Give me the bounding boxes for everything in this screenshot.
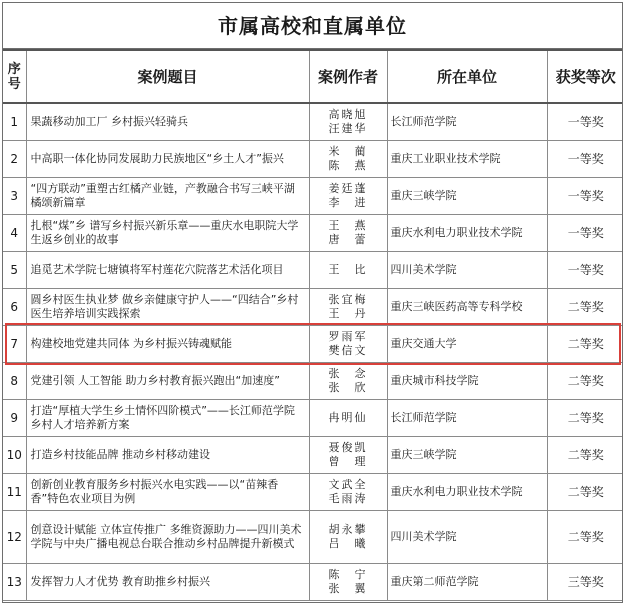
case-title: 党建引领 人工智能 助力乡村教育振兴跑出“加速度” [26, 362, 309, 399]
unit-name: 重庆三峡医药高等专科学校 [387, 288, 547, 325]
award-level: 二等奖 [547, 325, 623, 362]
row-number: 11 [3, 473, 26, 510]
author-name: 罗雨军 [328, 329, 368, 343]
table-row [3, 436, 623, 473]
unit-name: 重庆城市科技学院 [387, 362, 547, 399]
row-number: 5 [3, 251, 26, 288]
author-name: 王 燕 [328, 218, 368, 232]
header-unit: 所在单位 [387, 50, 547, 103]
author-name: 樊信文 [328, 343, 368, 357]
case-authors [309, 251, 387, 288]
author-name: 文武全 [328, 477, 368, 491]
table-row [3, 288, 623, 325]
header-row [3, 50, 623, 103]
table-row [3, 140, 623, 177]
author-name: 张 念 [328, 366, 368, 380]
author-name: 王 比 [328, 262, 368, 276]
header-author: 案例作者 [309, 50, 387, 103]
awards-table-frame [2, 2, 623, 603]
author-name: 聂俊凯 [328, 440, 368, 454]
case-title: 中高职一体化协同发展助力民族地区“乡土人才”振兴 [26, 140, 309, 177]
author-name: 米 蔺 [328, 144, 368, 158]
case-title: 打造“厚植大学生乡土情怀四阶模式”——长江师范学院乡村人才培养新方案 [26, 399, 309, 436]
row-number: 9 [3, 399, 26, 436]
award-level: 二等奖 [547, 288, 623, 325]
case-authors [309, 473, 387, 510]
case-title: 创意设计赋能 立体宣传推广 多维资源助力——四川美术学院与中央广播电视总台联合推动乡村品牌提升新模式 [26, 510, 309, 563]
table-row [3, 214, 623, 251]
unit-name: 重庆水利电力职业技术学院 [387, 473, 547, 510]
unit-name: 重庆三峡学院 [387, 436, 547, 473]
case-authors [309, 436, 387, 473]
case-authors [309, 510, 387, 563]
author-name: 唐 蕾 [328, 232, 368, 246]
row-number: 10 [3, 436, 26, 473]
author-name: 张 欣 [328, 380, 368, 394]
table-row [3, 510, 623, 563]
table-row [3, 251, 623, 288]
row-number: 3 [3, 177, 26, 214]
author-name: 张宜梅 [328, 292, 368, 306]
unit-name: 重庆水利电力职业技术学院 [387, 214, 547, 251]
author-name: 姜廷蓬 [328, 181, 368, 195]
award-level: 一等奖 [547, 103, 623, 140]
row-number: 6 [3, 288, 26, 325]
row-number: 2 [3, 140, 26, 177]
case-title: 扎根“煤”乡 谱写乡村振兴新乐章——重庆水电职院大学生返乡创业的故事 [26, 214, 309, 251]
unit-name: 四川美术学院 [387, 251, 547, 288]
table-row [3, 325, 623, 362]
case-authors [309, 288, 387, 325]
award-level: 一等奖 [547, 251, 623, 288]
row-number: 13 [3, 563, 26, 600]
row-number: 1 [3, 103, 26, 140]
unit-name: 重庆三峡学院 [387, 177, 547, 214]
unit-name: 长江师范学院 [387, 103, 547, 140]
table-row [3, 177, 623, 214]
row-number: 4 [3, 214, 26, 251]
case-authors [309, 325, 387, 362]
header-no: 序号 [3, 50, 26, 103]
case-title: “四方联动”重塑古红橘产业链，产教融合书写三峡平湖橘颂新篇章 [26, 177, 309, 214]
award-level: 一等奖 [547, 177, 623, 214]
case-authors [309, 103, 387, 140]
author-name: 冉明仙 [328, 410, 368, 424]
case-title: 发挥智力人才优势 教育助推乡村振兴 [26, 563, 309, 600]
table-row [3, 563, 623, 600]
author-name: 高晓旭 [328, 107, 368, 121]
case-title: 构建校地党建共同体 为乡村振兴铸魂赋能 [26, 325, 309, 362]
author-name: 王 丹 [328, 306, 368, 320]
author-name: 胡永攀 [328, 522, 368, 536]
header-award: 获奖等次 [547, 50, 623, 103]
author-name: 陈 宁 [328, 567, 368, 581]
case-authors [309, 399, 387, 436]
author-name: 曾 理 [328, 454, 368, 468]
unit-name: 重庆第二师范学院 [387, 563, 547, 600]
author-name: 汪建华 [328, 121, 368, 135]
award-level: 二等奖 [547, 510, 623, 563]
row-number: 8 [3, 362, 26, 399]
table-row [3, 362, 623, 399]
case-authors [309, 563, 387, 600]
case-title: 果蔬移动加工厂 乡村振兴轻骑兵 [26, 103, 309, 140]
case-authors [309, 214, 387, 251]
table-row [3, 473, 623, 510]
award-level: 一等奖 [547, 140, 623, 177]
author-name: 毛雨涛 [328, 491, 368, 505]
case-authors [309, 177, 387, 214]
award-level: 二等奖 [547, 473, 623, 510]
table-row [3, 399, 623, 436]
row-number: 12 [3, 510, 26, 563]
author-name: 吕 曦 [328, 536, 368, 550]
case-title: 圆乡村医生执业梦 做乡亲健康守护人——“四结合”乡村医生培养培训实践探索 [26, 288, 309, 325]
case-authors [309, 362, 387, 399]
unit-name: 重庆交通大学 [387, 325, 547, 362]
unit-name: 重庆工业职业技术学院 [387, 140, 547, 177]
award-level: 二等奖 [547, 399, 623, 436]
award-level: 三等奖 [547, 563, 623, 600]
unit-name: 四川美术学院 [387, 510, 547, 563]
header-case: 案例题目 [26, 50, 309, 103]
author-name: 张 翼 [328, 581, 368, 595]
author-name: 陈 燕 [328, 158, 368, 172]
case-title: 打造乡村技能品牌 推动乡村移动建设 [26, 436, 309, 473]
award-level: 二等奖 [547, 436, 623, 473]
case-title: 追觅艺术学院七塘镇将军村莲花穴院落艺术活化项目 [26, 251, 309, 288]
table-row [3, 103, 623, 140]
award-level: 一等奖 [547, 214, 623, 251]
table-title: 市属高校和直属单位 [3, 3, 622, 49]
awards-table [3, 49, 623, 601]
author-name: 李 进 [328, 195, 368, 209]
case-authors [309, 140, 387, 177]
award-level: 二等奖 [547, 362, 623, 399]
case-title: 创新创业教育服务乡村振兴水电实践——以“苗辣香香”特色农业项目为例 [26, 473, 309, 510]
unit-name: 长江师范学院 [387, 399, 547, 436]
row-number: 7 [3, 325, 26, 362]
table-body [3, 103, 623, 600]
